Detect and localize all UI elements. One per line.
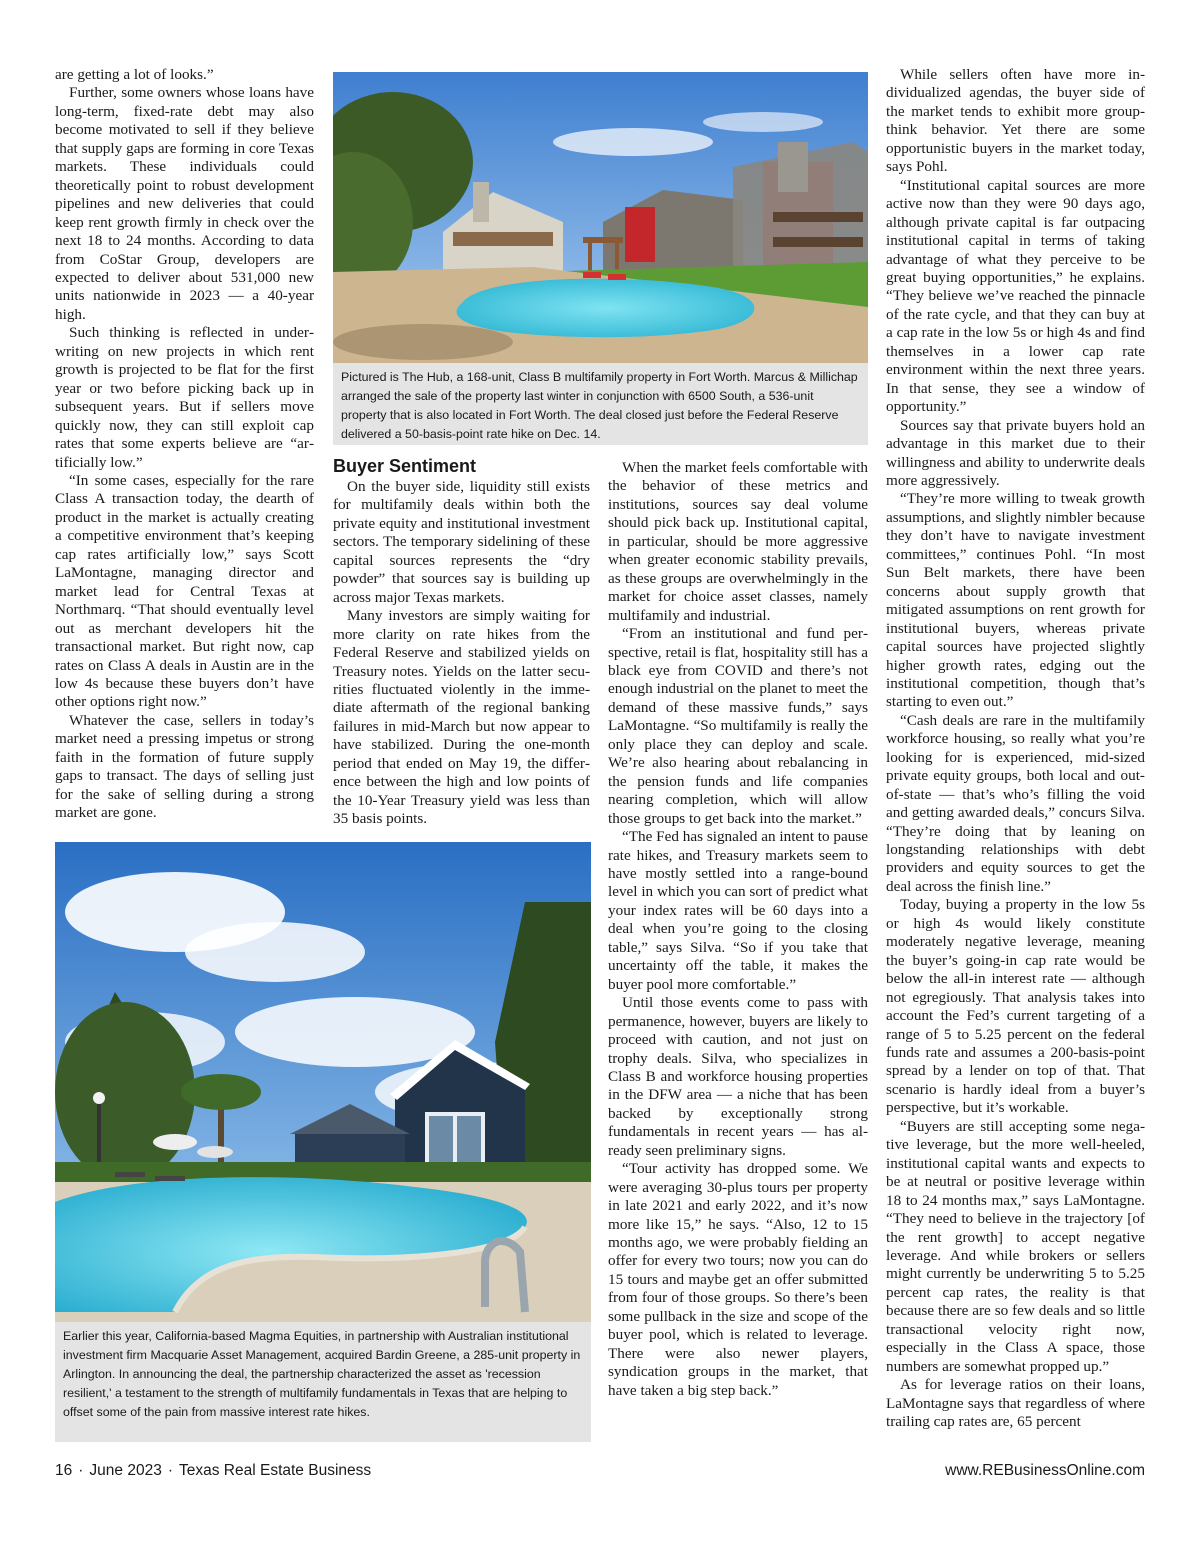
paragraph: While sellers often have more individualized agendas, the buyer side of the market tends to exhibit more group-think behavior. Yet there are some opportunistic buyers in the market today, says Pohl. (886, 66, 1145, 176)
publication-name: Texas Real Estate Business (179, 1462, 372, 1479)
paragraph: Sources say that private buyers hold an advantage in this market due to their willingness and ability to underwrite deals more aggressively. (886, 416, 1145, 489)
paragraph: Many investors are simply waiting for more clarity on rate hikes from the Federal Reserve and stabilized yields on Treasury notes. Yields on the latter securities fluctuated violently in the immediate aftermath of the regional banking failures in mid-March but now appear to have stabilized. During the one-month period that ended on May 19, the difference between the high and low points of the 10-Year Treasury yield was less than 35 basis points. (333, 607, 590, 828)
paragraph: Further, some owners whose loans have long-term, fixed-rate debt may also become motivated to sell if they believe that supply gaps are forming in core Texas markets. These individuals could theoretically point to robust development pipelines and new deliveries that could keep rent growth firmly in check over the next 18 to 24 months. According to data from CoStar Group, developers are expected to deliver about 531,000 new units nationwide in 2023 — a 40-year high. (55, 84, 314, 323)
footer-separator: · (78, 1462, 84, 1479)
article-column-4 (886, 66, 1145, 1432)
paragraph: “The Fed has signaled an intent to pause rate hikes, and Treasury markets seem to have mostly settled into a range-bound level in which you can sort of predict what your index rates will be 60 days into a deal when you’re going to the closing table,” says Silva. “So if you take that uncertainty off the table, it makes the buyer pool more comfortable.” (608, 828, 868, 993)
the-hub-pool-photo (333, 72, 868, 363)
paragraph: “In some cases, especially for the rare Class A transaction today, the dearth of product in the market is actually creating a competitive environment that’s keeping cap rates artificially low,” says Scott LaMontagne, managing director and market lead for Central Texas at Northmarq. “That should eventually level out as merchant developers hit the transactional market. But right now, cap rates on Class A deals in Austin are in the low 4s because these buyers don’t have other options right now.” (55, 471, 314, 711)
paragraph: Today, buying a property in the low 5s or high 4s would likely constitute moderately negative leverage, meaning the buyer’s going-in cap rate would be below the all-in interest rate — although not egregiously. That analysis takes into account the Fed’s current targeting of a range of 5 to 5.25 percent on the federal funds rate and assumes a 200-basis-point spread by a lender on top of that. That scenario is hardly ideal from a buyer’s perspective, but it’s workable. (886, 896, 1145, 1117)
page-number: 16 (55, 1462, 73, 1479)
paragraph: “From an institutional and fund perspective, retail is flat, hospitality still has a black eye from COVID and there’s not enough industrial on the planet to meet the demand of these massive funds,” says LaMontagne. “So multifamily is really the only place they can deploy and scale. We’re also hearing about rebalancing in the pension funds and life companies nearing completion, which will allow those groups to get back into the market.” (608, 625, 868, 827)
paragraph: On the buyer side, liquidity still exists for multifamily deals within both the private equity and institutional investment sectors. The temporary sidelining of these capital sources represents the “dry powder” that sources say is building up across major Texas markets. (333, 478, 590, 606)
paragraph: “They’re more willing to tweak growth assumptions, and slightly nimbler because they don’t have to navigate investment committees,” continues Pohl. “In most Sun Belt markets, there have been concerns about supply growth that mitigated assumptions on rent growth for institutional buyers, whereas private capital sources have projected slightly higher growth rates, edging out the institutional competition, though that’s starting to even out.” (886, 490, 1145, 711)
article-column-3 (608, 459, 868, 1400)
photo-caption: Earlier this year, California-based Magma Equities, in partnership with Australian institutional investment firm Macquarie Asset Management, acquired Bardin Greene, a 285-unit property in Arlington. In announcing the deal, the partnership characterized the asset as 'recession resilient,' a testament to the strength of multifamily fundamentals in Texas that are helping to offset some of the pain from massive interest rate hikes. (55, 1322, 591, 1442)
paragraph: Until those events come to pass with permanence, however, buyers are likely to proceed with caution, and not just on trophy deals. Silva, who specializes in Class B and workforce housing properties in the DFW area — a niche that has been backed by exceptionally strong fundamentals in recent years — has already seen preliminary signs. (608, 994, 868, 1159)
footer-separator: · (167, 1462, 173, 1479)
article-column-2 (333, 455, 590, 829)
paragraph: Such thinking is reflected in underwriting on new projects in which rent growth is projected to be flat for the first year or two before picking back up in subsequent years. But if sellers move quickly now, they can still exploit cap rates that some experts believe are “artificially low.” (55, 324, 314, 471)
page-footer-left (55, 1462, 371, 1480)
issue-date: June 2023 (89, 1462, 162, 1479)
paragraph: “Buyers are still accepting some negative leverage, but the more well-heeled, institutional capital wants and expects to be at neutral or positive leverage within 18 to 24 months max,” says LaMontagne. “They need to believe in the trajectory [of the rent growth] to accept negative leverage. And while brokers or sellers might currently be underwriting 5 to 5.25 percent cap rates, the reality is that because there are so few deals and so little transactional velocity right now, especially in the Class A space, those numbers are somewhat propped up.” (886, 1117, 1145, 1375)
paragraph: When the market feels comfortable with the behavior of these metrics and institutions, sources say deal volume should pick back up. Institutional capital, in particular, should be more aggressive when greater economic stability prevails, as these groups are overwhelmingly in the market for choice asset classes, namely multifamily and industrial. (608, 459, 868, 624)
section-heading: Buyer Sentiment (333, 456, 477, 476)
paragraph: “Tour activity has dropped some. We were averaging 30-plus tours per property in late 2021 and early 2022, and it’s now more like 15,” he says. “Also, 12 to 15 months ago, we were probably fielding an offer for every two tours; now you can do 15 tours and maybe get an offer submitted from four of those groups. So there’s been some pullback in the size and scope of the buyer pool, which is related to leverage. There were also newer players, syndication groups in the market, that have taken a big step back.” (608, 1160, 868, 1399)
bardin-greene-pool-photo (55, 842, 591, 1322)
paragraph: As for leverage ratios on their loans, LaMontagne says that regardless of where trailing cap rates are, 65 percent (886, 1376, 1145, 1431)
paragraph: “Institutional capital sources are more active now than they were 90 days ago, although private capital is far outpacing institutional capital in terms of taking advantage of what they perceive to be great buying opportunities,” he explains. “They believe we’ve reached the pinnacle of the rate cycle, and that they can buy at a cap rate in the low 5s or high 4s and find themselves in a lower cap rate environment within the next three years. In that sense, they see a window of opportunity.” (886, 176, 1145, 416)
paragraph: “Cash deals are rare in the multifamily workforce housing, so really what you’re looking for is experienced, mid-sized private equity groups, both local and out-of-state — that’s who’s filling the void and getting awarded deals,” concurs Silva. “They’re doing that by leaning on longstanding relationships with debt providers and equity sources to get the deal across the finish line.” (886, 711, 1145, 895)
paragraph: are getting a lot of looks.” (55, 66, 214, 83)
photo-caption: Pictured is The Hub, a 168-unit, Class B multifamily property in Fort Worth. Marcus & Millichap arranged the sale of the property last winter in conjunction with 6500 South, a 536-unit property that is also located in Fort Worth. The deal closed just before the Federal Reserve delivered a 50-basis-point rate hike on Dec. 14. (333, 363, 868, 445)
paragraph: Whatever the case, sellers in today’s market need a pressing impetus or strong faith in the formation of future supply gaps to transact. The days of selling just for the sake of selling during a strong market are gone. (55, 711, 314, 822)
article-column-1 (55, 66, 314, 823)
website-link[interactable]: www.REBusinessOnline.com (945, 1462, 1145, 1479)
